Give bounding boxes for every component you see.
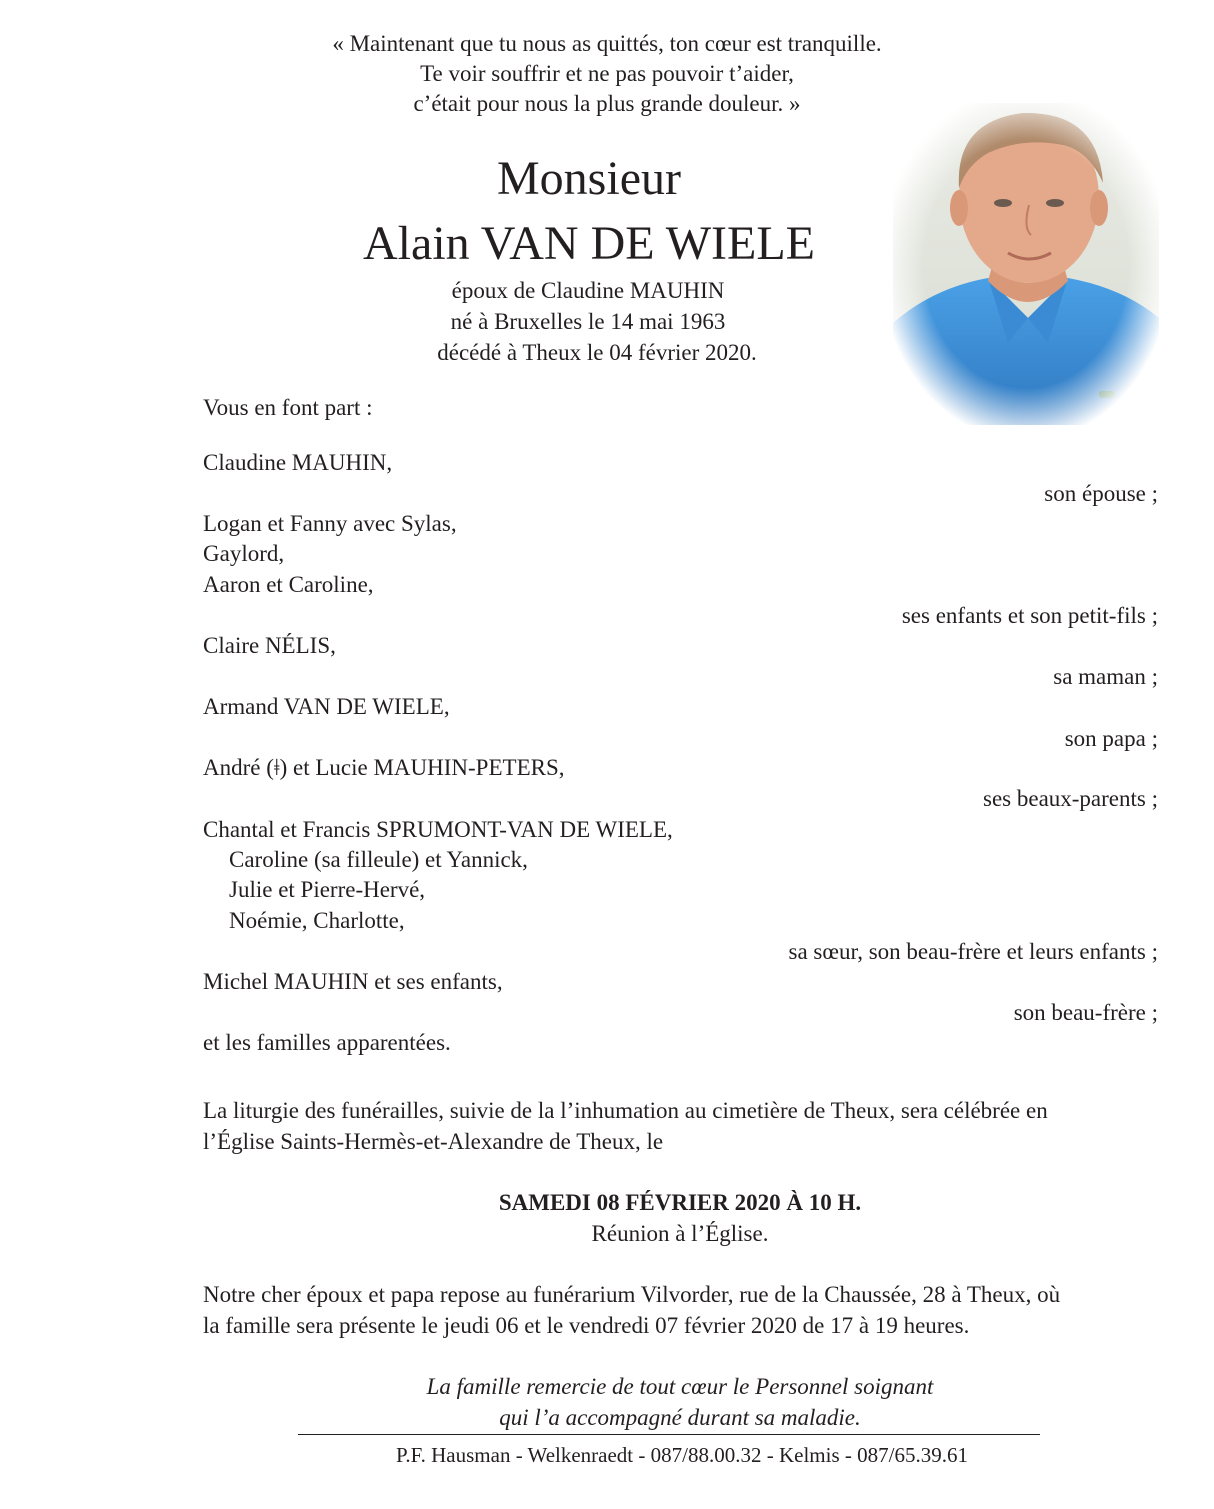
birth-line: né à Bruxelles le 14 mai 1963 <box>450 309 726 334</box>
quote-line-1: « Maintenant que tu nous as quittés, ton cœur est tranquille. <box>332 31 882 56</box>
funeral-line-1: La liturgie des funérailles, suivie de la l’inhumation au cimetière de Theux, sera célébrée en <box>203 1098 1048 1123</box>
meeting-line: Réunion à l’Église. <box>591 1221 769 1246</box>
family-sub-name: Noémie, Charlotte, <box>229 908 405 933</box>
visitation-line-2: la famille sera présente le jeudi 06 et le vendredi 07 février 2020 de 17 à 19 heures. <box>203 1313 970 1338</box>
family-relation: sa maman ; <box>1053 664 1158 689</box>
family-name: Michel MAUHIN et ses enfants, <box>203 969 503 994</box>
family-relation: son beau-frère ; <box>1013 1000 1158 1025</box>
death-line: décédé à Theux le 04 février 2020. <box>437 340 757 365</box>
family-name: Chantal et Francis SPRUMONT-VAN DE WIELE, <box>203 817 673 842</box>
family-name: Armand VAN DE WIELE, <box>203 694 450 719</box>
visitation-line-1: Notre cher époux et papa repose au funérarium Vilvorder, rue de la Chaussée, 28 à Theux, où <box>203 1282 1061 1307</box>
funeral-line-2: l’Église Saints-Hermès-et-Alexandre de Theux, le <box>203 1129 664 1154</box>
funeral-home-footer: P.F. Hausman - Welkenraedt - 087/88.00.32 - Kelmis - 087/65.39.61 <box>396 1443 968 1467</box>
family-sub-name: Julie et Pierre-Hervé, <box>229 877 426 902</box>
family-relation: ses beaux-parents ; <box>983 786 1158 811</box>
funeral-date: SAMEDI 08 FÉVRIER 2020 À 10 H. <box>498 1190 862 1215</box>
family-relation: son épouse ; <box>1044 481 1158 506</box>
spouse-line: époux de Claudine MAUHIN <box>451 278 725 303</box>
footer-divider <box>298 1434 1040 1435</box>
family-name: Logan et Fanny avec Sylas, <box>203 511 457 536</box>
family-relation: ses enfants et son petit-fils ; <box>901 603 1158 628</box>
family-name: Aaron et Caroline, <box>203 572 374 597</box>
closing-line: et les familles apparentées. <box>203 1030 451 1055</box>
family-relation: son papa ; <box>1064 726 1158 751</box>
deceased-name: Alain VAN DE WIELE <box>363 217 815 270</box>
family-name: André (ǂ) et Lucie MAUHIN-PETERS, <box>203 755 565 780</box>
thanks-line-2: qui l’a accompagné durant sa maladie. <box>499 1405 861 1430</box>
quote-line-3: c’était pour nous la plus grande douleur. » <box>413 91 801 116</box>
thanks-line-1: La famille remercie de tout cœur le Personnel soignant <box>426 1374 934 1399</box>
family-name: Claudine MAUHIN, <box>203 450 393 475</box>
quote-line-2: Te voir souffrir et ne pas pouvoir t’aider, <box>420 61 794 86</box>
family-name: Gaylord, <box>203 541 285 566</box>
intro-line: Vous en font part : <box>203 395 373 420</box>
family-sub-name: Caroline (sa filleule) et Yannick, <box>229 847 528 872</box>
family-relation: sa sœur, son beau-frère et leurs enfants ; <box>788 939 1158 964</box>
portrait-photo <box>893 103 1159 425</box>
family-name: Claire NÉLIS, <box>203 633 336 658</box>
honorific: Monsieur <box>497 152 681 205</box>
